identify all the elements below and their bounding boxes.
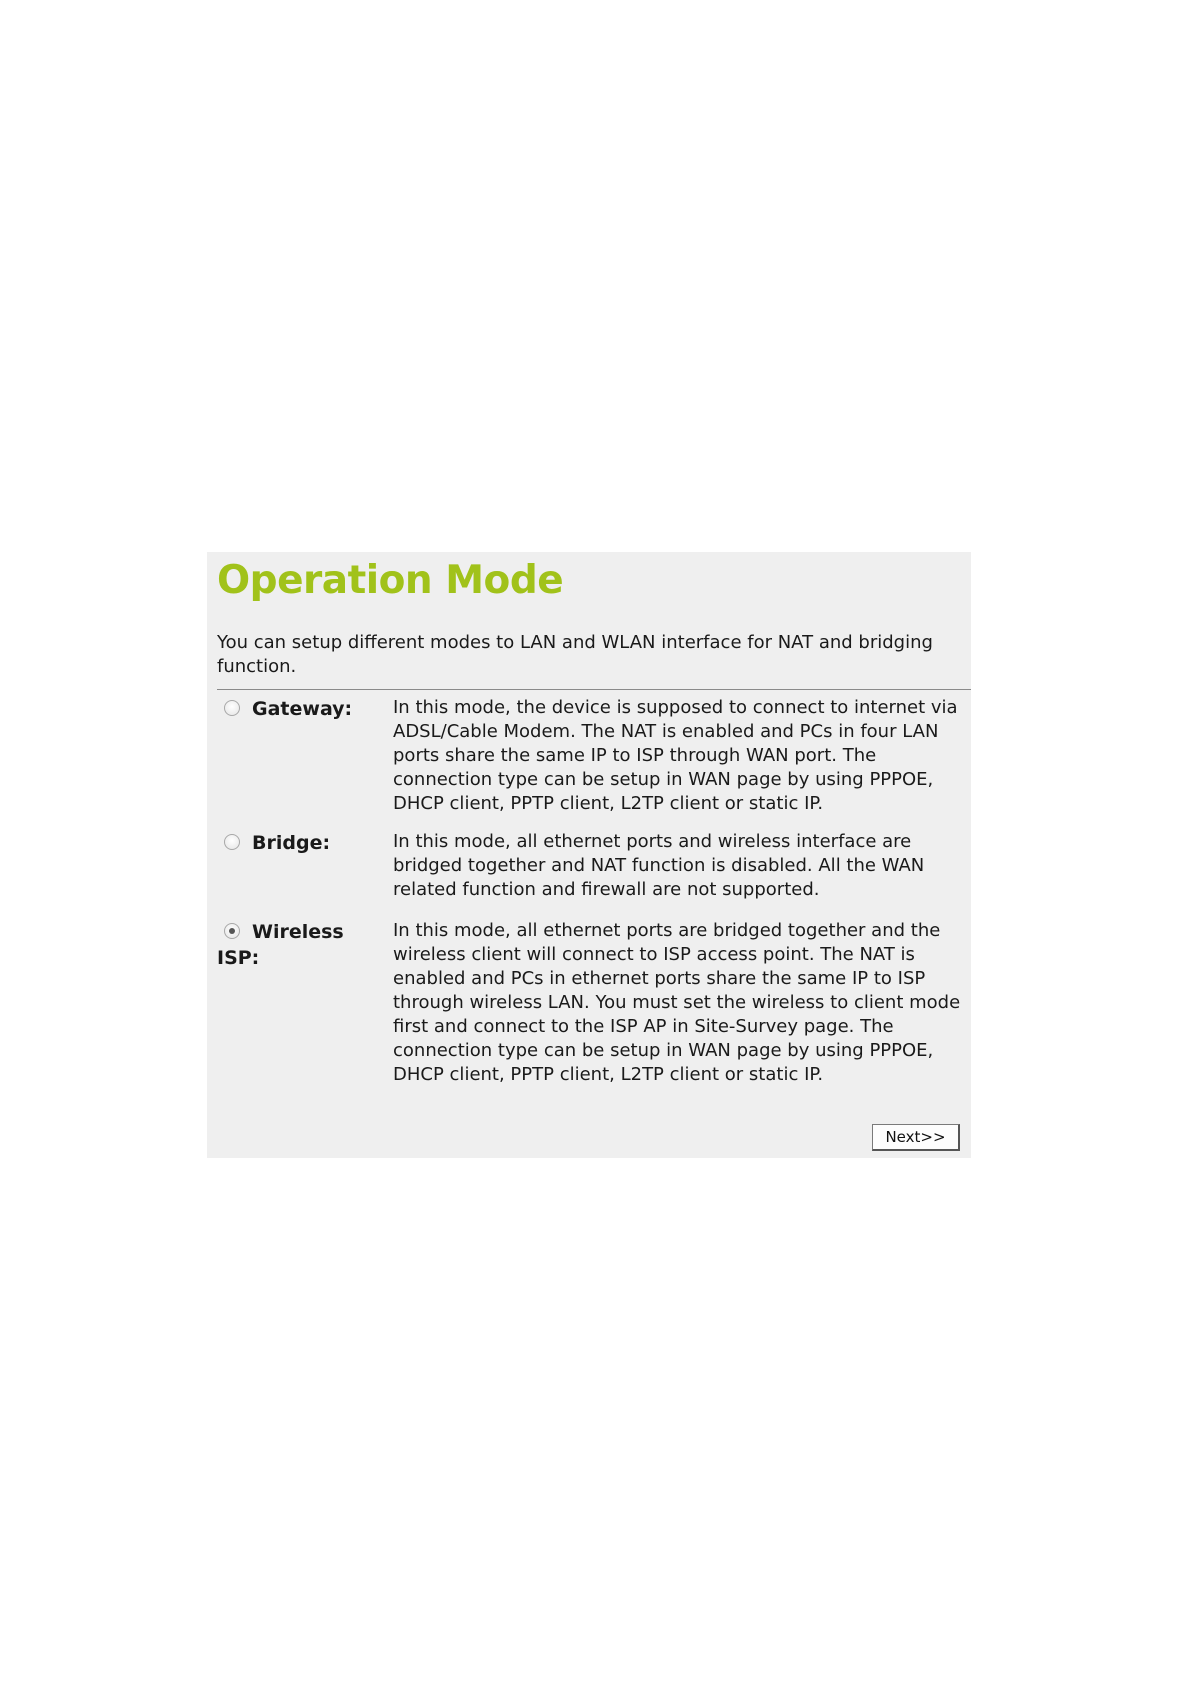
gateway-description: In this mode, the device is supposed to connect to internet via ADSL/Cable Modem. The NAT is enabled and PCs in four LAN ports share the same IP to ISP through WAN port. The connection type can be setup in WAN page by using PPPOE, DHCP client, PPTP client, L2TP client or static IP. bbox=[393, 697, 958, 814]
mode-label-gateway[interactable] bbox=[217, 696, 377, 722]
radio-bridge[interactable] bbox=[224, 834, 240, 850]
wireless-isp-label: Wireless ISP: bbox=[217, 921, 344, 969]
radio-wireless-isp[interactable] bbox=[224, 923, 240, 939]
bridge-label: Bridge: bbox=[252, 832, 331, 854]
mode-label-wireless-isp[interactable] bbox=[217, 919, 367, 971]
mode-label-bridge[interactable] bbox=[217, 830, 377, 856]
operation-mode-panel bbox=[207, 552, 971, 1158]
wireless-isp-description: In this mode, all ethernet ports are bridged together and the wireless client will connect to ISP access point. The NAT is enabled and PCs in ethernet ports share the same IP to ISP through wireless LAN. You must set the wireless to client mode first and connect to the ISP AP in Site-Survey page. The connection type can be setup in WAN page by using PPPOE, DHCP client, PPTP client, L2TP client or static IP. bbox=[393, 920, 961, 1085]
next-button[interactable]: Next>> bbox=[872, 1124, 960, 1151]
bridge-description: In this mode, all ethernet ports and wireless interface are bridged together and NAT function is disabled. All the WAN related function and firewall are not supported. bbox=[393, 831, 925, 900]
radio-gateway[interactable] bbox=[224, 700, 240, 716]
page-title: Operation Mode bbox=[217, 558, 564, 603]
divider bbox=[217, 689, 971, 690]
page-intro: You can setup different modes to LAN and WLAN interface for NAT and bridging function. bbox=[217, 632, 933, 677]
gateway-label: Gateway: bbox=[252, 698, 353, 720]
